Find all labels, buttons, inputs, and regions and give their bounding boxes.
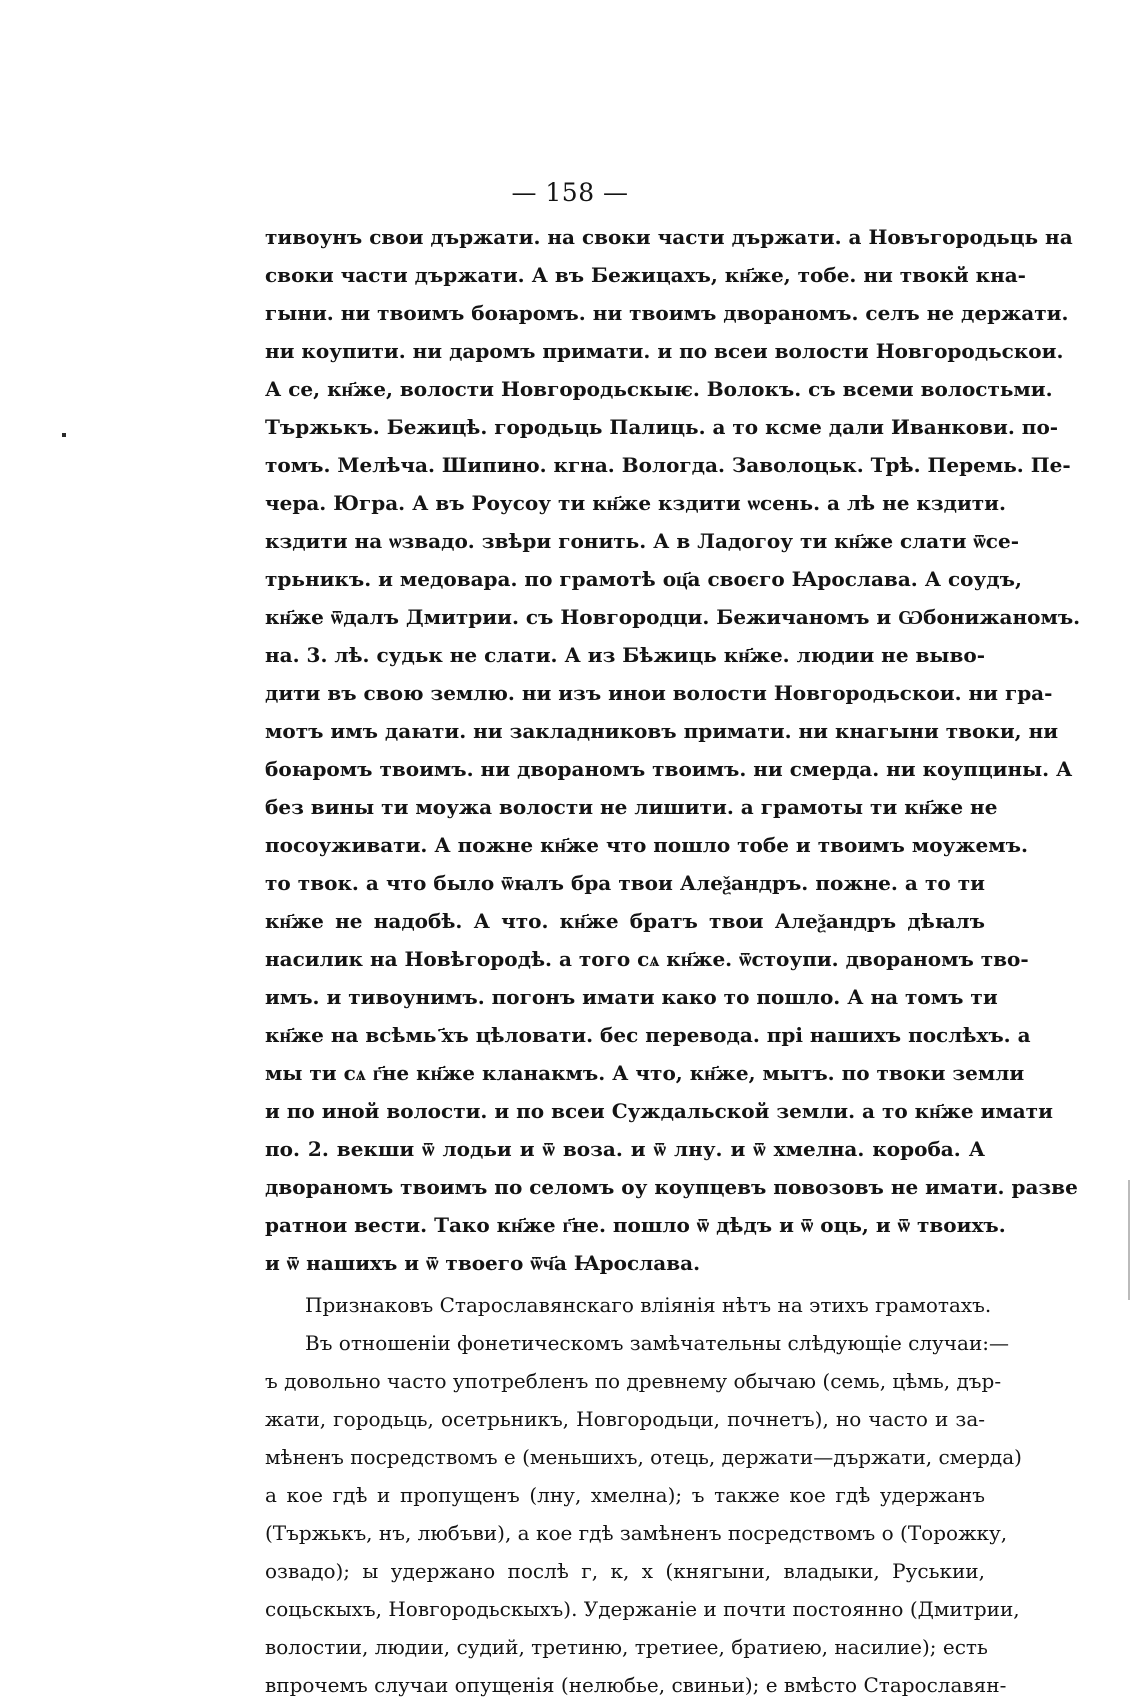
commentary-line: Признаковъ Старославянскаго вліянія нѣтъ на этихъ грамотахъ. xyxy=(305,1293,992,1317)
charter-line: на. 3. лѣ. судьк не слати. А из Бѣжиць кн҃же. людии не выво- xyxy=(265,643,985,667)
charter-line: то твок. а что было ѿꙗлъ бра твои Алеѯандръ. пожне. а то ти xyxy=(265,871,985,895)
charter-line: имъ. и тивоунимъ. погонъ имати како то пошло. А на томъ ти xyxy=(265,985,998,1009)
scan-edge-mark xyxy=(1128,1180,1130,1300)
charter-line: и ѿ нашихъ и ѿ твоего ѿч҃а Ꙗрослава. xyxy=(265,1251,701,1275)
charter-line: кн҃же ѿдалъ Дмитрии. съ Новгородци. Бежичаномъ и Ѡбонижаномъ. xyxy=(265,605,1081,629)
commentary-line: соцьскыхъ, Новгородьскыхъ). Удержаніе и почти постоянно (Дмитрии, xyxy=(265,1597,1020,1621)
commentary-line: волостии, людии, судий, третиню, третиее, братиею, насилие); есть xyxy=(265,1635,988,1659)
commentary-line: впрочемъ случаи опущенія (нелюбье, свиньи); е вмѣсто Старославян- xyxy=(265,1673,1007,1697)
page-number: — 158 — xyxy=(511,178,629,207)
charter-line: тивоунъ свои държати. на своки части държати. а Новъгородьць на xyxy=(265,225,1073,249)
commentary-line: жати, городьць, осетрьникъ, Новгородьци, почнетъ), но часто и за- xyxy=(265,1407,985,1431)
charter-line: гыни. ни твоимъ боꙗромъ. ни твоимъ двораномъ. селъ не держати. xyxy=(265,301,1069,325)
charter-line: насилик на Новѣгородѣ. а того сѧ кн҃же. ѿстоупи. двораномъ тво- xyxy=(265,947,1029,971)
commentary-line: а кое гдѣ и пропущенъ (лну, хмелна); ъ также кое гдѣ удержанъ xyxy=(265,1483,985,1507)
charter-line: Тържькъ. Бежицѣ. городьць Палиць. а то ксме дали Иванкови. по- xyxy=(265,415,1059,439)
commentary-line: (Тържькъ, нъ, любъви), а кое гдѣ замѣненъ посредствомъ о (Торожку, xyxy=(265,1521,1008,1545)
charter-line: чера. Югра. А въ Роусоу ти кн҃же кздити ѡсень. а лѣ не кздити. xyxy=(265,491,1006,515)
commentary-line: мѣненъ посредствомъ е (меньшихъ, отець, держати—държати, смерда) xyxy=(265,1445,1022,1469)
scan-speck xyxy=(62,433,66,437)
charter-line: кздити на ѡзвадо. звѣри гонить. А в Ладогоу ти кн҃же слати ѿсе- xyxy=(265,529,1020,553)
commentary-line: Въ отношеніи фонетическомъ замѣчательны слѣдующіе случаи:— xyxy=(305,1331,1010,1355)
charter-line: посоуживати. А пожне кн҃же что пошло тобе и твоимъ моужемъ. xyxy=(265,833,1028,857)
commentary-line: ъ довольно часто употребленъ по древнему обычаю (семь, цѣмь, дър- xyxy=(265,1369,1002,1393)
commentary-line: озвадо); ы удержано послѣ г, к, х (княгыни, владыки, Руськии, xyxy=(265,1559,985,1583)
charter-line: мотъ имъ даꙗти. ни закладниковъ примати. ни кнагыни твоки, ни xyxy=(265,719,1059,743)
charter-line: дити въ свою землю. ни изъ инои волости Новгородьскои. ни гра- xyxy=(265,681,1053,705)
charter-line: по. 2. векши ѿ лодьи и ѿ воза. и ѿ лну. и ѿ хмелна. короба. А xyxy=(265,1137,985,1161)
charter-line: двораномъ твоимъ по селомъ оу коупцевъ повозовъ не имати. разве xyxy=(265,1175,1078,1199)
charter-line: трьникъ. и медовара. по грамотѣ оц҃а своєго Ꙗрослава. А соудъ, xyxy=(265,567,1022,591)
charter-line: А се, кн҃же, волости Новгородьскыѥ. Волокъ. съ всеми волостьми. xyxy=(265,377,1053,401)
charter-line: и по иной волости. и по всеи Суждальской земли. а то кн҃же имати xyxy=(265,1099,1053,1123)
charter-line: кн҃же не надобѣ. А что. кн҃же братъ твои Алеѯандръ дѣꙗлъ xyxy=(265,909,985,933)
charter-line: мы ти сѧ г҃не кн҃же кланакмъ. А что, кн҃же, мытъ. по твоки земли xyxy=(265,1061,1025,1085)
charter-line: кн҃же на всѣмь ҃хъ цѣловати. бес перевода. прі нашихъ послѣхъ. а xyxy=(265,1023,1031,1047)
charter-line: томъ. Мелѣча. Шипино. кгна. Вологда. Заволоцьк. Трѣ. Перемь. Пе- xyxy=(265,453,1071,477)
charter-line: боꙗромъ твоимъ. ни двораномъ твоимъ. ни смерда. ни коупцины. А xyxy=(265,757,1073,781)
charter-line: ратнои вести. Тако кн҃же г҃не. пошло ѿ дѣдъ и ѿ оць, и ѿ твоихъ. xyxy=(265,1213,1006,1237)
charter-line: своки части държати. А въ Бежицахъ, кн҃же, тобе. ни твокй кна- xyxy=(265,263,1026,287)
charter-line: без вины ти моужа волости не лишити. а грамоты ти кн҃же не xyxy=(265,795,998,819)
charter-line: ни коупити. ни даромъ примати. и по всеи волости Новгородьскои. xyxy=(265,339,1064,363)
